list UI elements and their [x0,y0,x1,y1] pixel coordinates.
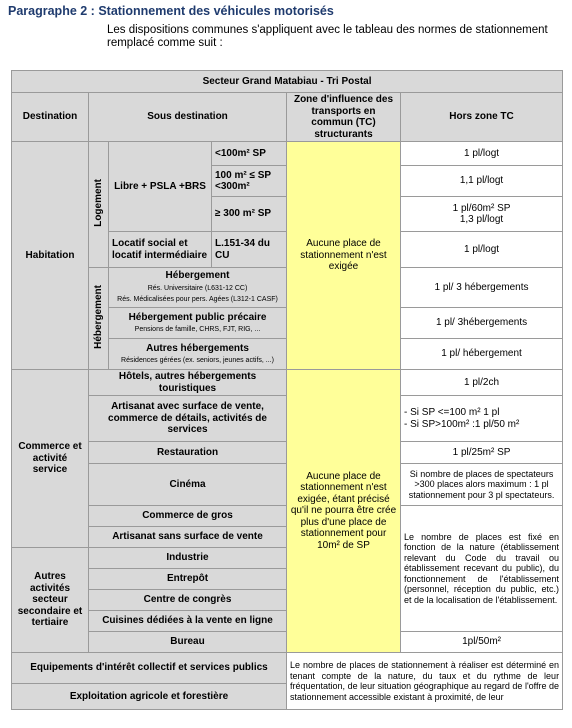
value-range: 1,1 pl/logt [401,166,563,197]
header-hors-zone: Hors zone TC [401,93,563,142]
value-artisanat: - Si SP <=100 m² 1 pl - Si SP>100m² :1 pl/50 m² [401,396,563,442]
intro-text: Les dispositions communes s'appliquent avec le tableau des normes de stationnement remplacé comme suit : [107,24,548,49]
section-heading: Paragraphe 2 : Stationnement des véhicules motorisés [8,4,334,18]
centre-de-congres: Centre de congrès [89,590,287,611]
bureau: Bureau [89,632,287,653]
header-destination: Destination [12,93,89,142]
value-lt100: 1 pl/logt [401,142,563,166]
destination-autres-activites: Autres activités secteur secondaire et tertiaire [12,548,89,653]
value-fonction-nature: Le nombre de places est fixé en fonction de la nature (établissement relevant du Code du travail ou établissement recevant du public), du fonctionnement de l'établissement (personnel, réception du public, etc.) et de la localisation de l'établissement. [401,506,563,632]
value-gte300: 1 pl/60m² SP 1,3 pl/logt [401,197,563,232]
value-autres-hebergements: 1 pl/ hébergement [401,339,563,370]
header-zone-tc: Zone d'influence des transports en commun (TC) structurants [287,93,401,142]
value-locatif: 1 pl/logt [401,232,563,268]
exploitation-agricole: Exploitation agricole et forestière [12,684,287,710]
value-cinema: Si nombre de places de spectateurs >300 places alors maximum : 1 pl stationnement pour 3 pl spectateurs. [401,464,563,506]
hotels: Hôtels, autres hébergements touristiques [89,370,287,396]
autres-hebergements: Autres hébergements Résidences gérées (ex. seniors, jeunes actifs, ...) [109,339,287,370]
value-hebergement: 1 pl/ 3 hébergements [401,268,563,308]
value-restauration: 1 pl/25m² SP [401,442,563,464]
commerce-de-gros: Commerce de gros [89,506,287,527]
parking-norms-table [11,70,563,710]
destination-habitation: Habitation [12,142,89,370]
header-sous-destination: Sous destination [89,93,287,142]
locatif-social: Locatif social et locatif intermédiaire [109,232,212,268]
sp-gte300: ≥ 300 m² SP [212,197,287,232]
entrepot: Entrepôt [89,569,287,590]
destination-commerce: Commerce et activité service [12,370,89,548]
sp-lt100: <100m² SP [212,142,287,166]
table-title: Secteur Grand Matabiau - Tri Postal [12,71,563,93]
value-bureau: 1pl/50m² [401,632,563,653]
group-hebergement: Hébergement [89,268,109,370]
value-hotels: 1 pl/2ch [401,370,563,396]
zone-tc-commerce: Aucune place de stationnement n'est exigée, étant précisé qu'il ne pourra être crée plus d'une place de stationnement pour 10m² de SP [287,370,401,653]
industrie: Industrie [89,548,287,569]
libre-psla-brs: Libre + PSLA +BRS [109,142,212,232]
cinema: Cinéma [89,464,287,506]
value-equipements: Le nombre de places de stationnement à réaliser est déterminé en tenant compte de la nature, du taux et du rythme de leur fréquentation, de leur situation géographique au regard de l'offre de stationnement accessible existant à proximité, de leur [287,653,563,710]
restauration: Restauration [89,442,287,464]
equipements-interet-collectif: Equipements d'intérêt collectif et services publics [12,653,287,684]
artisanat-surface-vente: Artisanat avec surface de vente, commerce de détails, activités de services [89,396,287,442]
sp-range: 100 m² ≤ SP <300m² [212,166,287,197]
value-precaire: 1 pl/ 3hébergements [401,308,563,339]
artisanat-sans-surface: Artisanat sans surface de vente [89,527,287,548]
zone-tc-habitation: Aucune place de stationnement n'est exigée [287,142,401,370]
hebergement-residences: Hébergement Rés. Universitaire (L631-12 CC) Rés. Médicalisées pour pers. Agées (L312-1 CASF) [109,268,287,308]
hebergement-precaire: Hébergement public précaire Pensions de famille, CHRS, FJT, RIG, ... [109,308,287,339]
group-logement: Logement [89,142,109,268]
cuisines-vente-en-ligne: Cuisines dédiées à la vente en ligne [89,611,287,632]
locatif-ref: L.151-34 du CU [212,232,287,268]
